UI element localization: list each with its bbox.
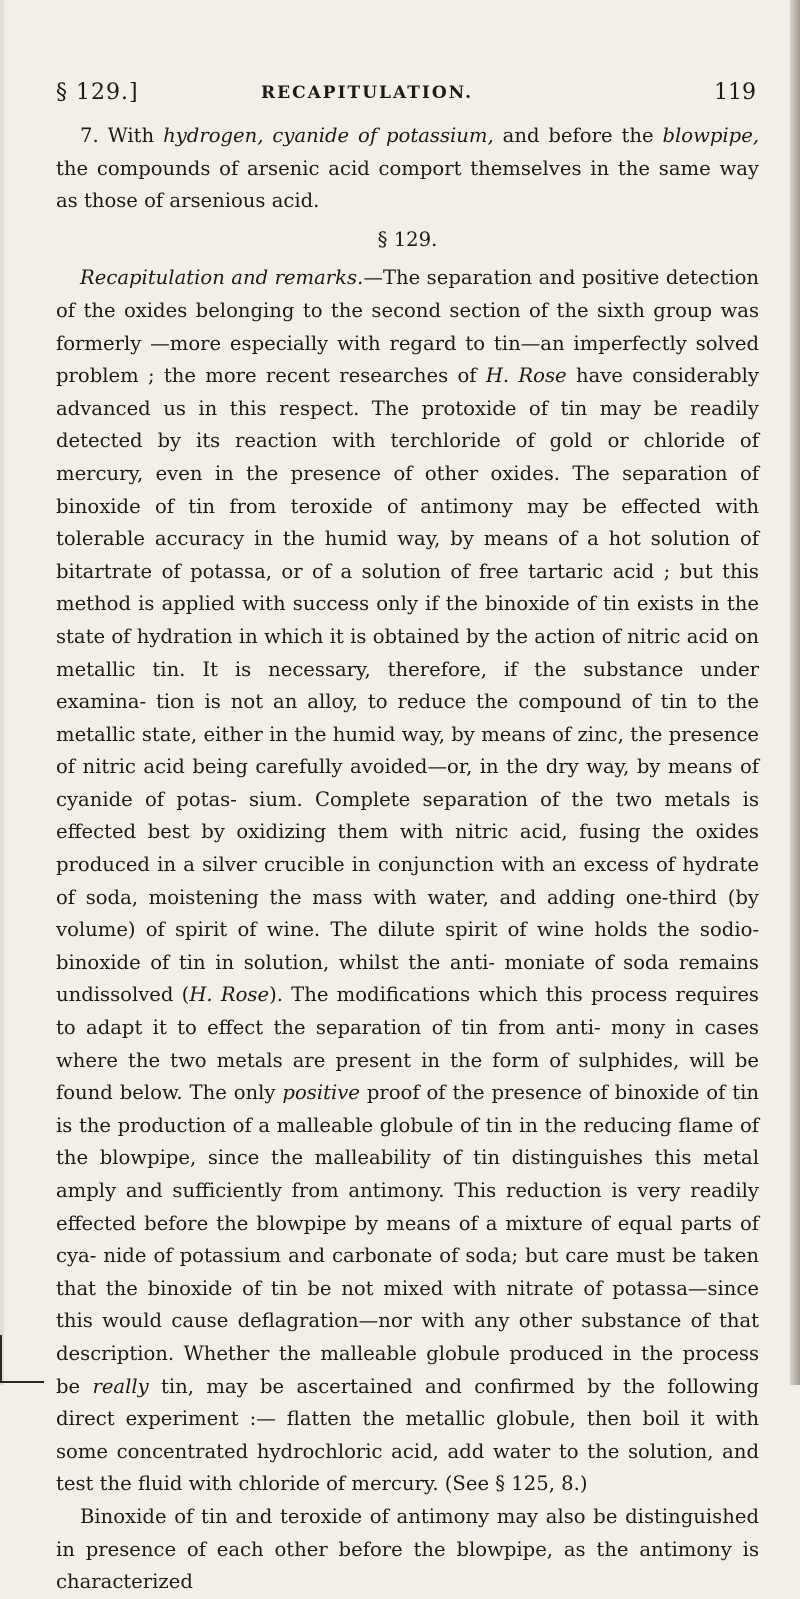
author-name: H. Rose bbox=[189, 983, 270, 1007]
paragraph-item-7: 7. With hydrogen, cyanide of potassium, and before the blowpipe, the compounds of arsenic acid comport themselves in the same way as those of arsenious acid. bbox=[56, 124, 760, 213]
header-running-title: RECAPITULATION. bbox=[261, 83, 474, 103]
section-heading: § 129. bbox=[377, 227, 438, 251]
emphasis-blowpipe: blowpipe, bbox=[662, 124, 760, 147]
emphasis-reagents: hydrogen, cyanide of potassium, bbox=[163, 124, 494, 147]
header-section-ref: § 129.] bbox=[56, 80, 139, 105]
page-left-edge bbox=[0, 0, 4, 1385]
emphasis-really: really bbox=[92, 1374, 149, 1398]
corner-crop-mark bbox=[0, 1335, 44, 1383]
paragraph-binoxide: Binoxide of tin and teroxide of antimony may also be distinguished in presence of each other before the blowpipe, as the antimony is characterized bbox=[56, 1504, 759, 1594]
emphasis-positive: positive bbox=[282, 1081, 360, 1105]
header-page-number: 119 bbox=[714, 80, 756, 105]
page-body bbox=[56, 120, 759, 1599]
paragraph-recapitulation: Recapitulation and remarks.—The separation and positive detection of the oxides belonging to the second section of the sixth group was formerly —more especially with regard to tin—an imperfectly solved problem ; the more recent researches of H. Rose have considerably advanced us in this respect. The protoxide of tin may be readily detected by its reaction with terchloride of gold or chloride of mercury, even in the presence of other oxides. The separation of binoxide of tin from teroxide of antimony may be effected with tolerable accuracy in the humid way, by means of a hot solution of bitartrate of potassa, or of a solution of free tartaric acid ; but this method is applied with success only if the binoxide of tin exists in the state of hydration in which it is obtained by the action of nitric acid on metallic tin. It is necessary, therefore, if the substance under examina- tion is not an alloy, to reduce the compound of tin to the metallic state, either in the humid way, by means of zinc, the presence of nitric acid being carefully avoided—or, in the dry way, by means of cyanide of potas- sium. Complete separation of the two metals is effected best by oxidizing them with nitric acid, fusing the oxides produced in a silver crucible in conjunction with an excess of hydrate of soda, moistening the mass with water, and adding one-third (by volume) of spirit of wine. The dilute spirit of wine holds the sodio-binoxide of tin in solution, whilst the anti- moniate of soda remains undissolved (H. Rose). The modifications which this process requires to adapt it to effect the separation of tin from anti- mony in cases where the two metals are present in the form of sulphides, will be found below. The only positive proof of the presence of binoxide of tin is the production of a malleable globule of tin in the reducing flame of the blowpipe, since the malleability of tin distinguishes this metal amply and sufficiently from antimony. This reduction is very readily effected before the blowpipe by means of a mixture of equal parts of cya- nide of potassium and carbonate of soda; but care must be taken that the binoxide of tin be not mixed with nitrate of potassa—since this would cause deflagration—nor with any other substance of that description. Whether the malleable globule produced in the process be really tin, may be ascertained and confirmed by the following direct experiment :— flatten the metallic globule, then boil it with some concentrated hydrochloric acid, add water to the solution, and test the fluid with chloride of mercury. (See § 125, 8.) bbox=[56, 266, 760, 1496]
author-name: H. Rose bbox=[485, 364, 567, 388]
paragraph-lead: Recapitulation and remarks. bbox=[80, 266, 364, 290]
page-right-edge bbox=[790, 0, 800, 1385]
running-header bbox=[56, 80, 756, 110]
item-number: 7. bbox=[80, 124, 99, 147]
